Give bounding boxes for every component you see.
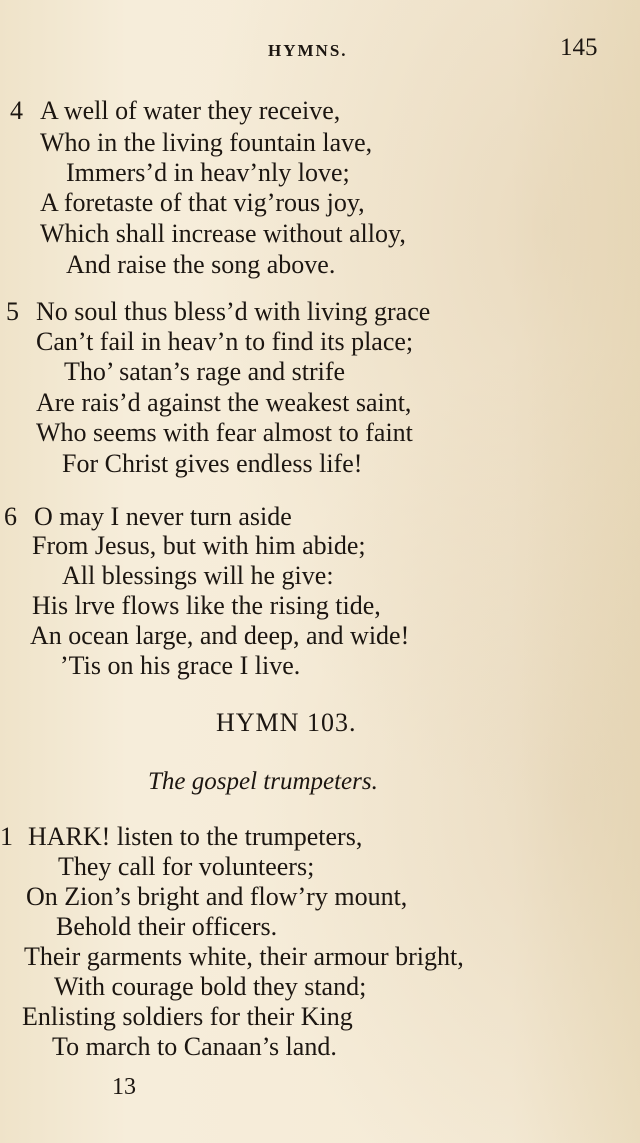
stanza-number: 5 — [6, 297, 19, 326]
verse-line: They call for volunteers; — [58, 852, 315, 881]
verse-line: For Christ gives endless life! — [62, 449, 363, 478]
stanza-number: 4 — [10, 96, 23, 125]
verse-line: ’Tis on his grace I live. — [60, 651, 301, 680]
verse-line: Which shall increase without alloy, — [40, 219, 406, 248]
verse-line: On Zion’s bright and flow’ry mount, — [26, 882, 408, 911]
verse-line: A foretaste of that vig’rous joy, — [40, 188, 365, 217]
verse-line: A well of water they receive, — [40, 96, 341, 125]
verse-line: An ocean large, and deep, and wide! — [30, 621, 410, 650]
signature-mark: 13 — [112, 1074, 136, 1100]
verse-line: Their garments white, their armour bright, — [24, 942, 464, 971]
verse-line: Can’t fail in heav’n to find its place; — [36, 327, 414, 356]
verse-line: His lrve flows like the rising tide, — [32, 591, 381, 620]
verse-line: Immers’d in heav’nly love; — [66, 158, 350, 187]
verse-line: And raise the song above. — [66, 250, 336, 279]
verse-line: No soul thus bless’d with living grace — [36, 297, 431, 326]
verse-line: O may I never turn aside — [34, 502, 292, 531]
page-number: 145 — [560, 34, 598, 61]
hymn-subtitle: The gospel trumpeters. — [148, 768, 378, 795]
verse-line: Behold their officers. — [56, 912, 278, 941]
verse-line: Who seems with fear almost to faint — [36, 418, 413, 447]
verse-line: To march to Canaan’s land. — [52, 1032, 337, 1061]
verse-line: All blessings will he give: — [62, 561, 334, 590]
verse-line: Who in the living fountain lave, — [40, 128, 373, 157]
verse-line: With courage bold they stand; — [54, 972, 367, 1001]
running-head: HYMNS. — [268, 41, 348, 60]
stanza-number: 1 — [0, 822, 13, 851]
verse-line: Are rais’d against the weakest saint, — [36, 388, 412, 417]
verse-line: Enlisting soldiers for their King — [22, 1002, 353, 1031]
hymn-title: HYMN 103. — [216, 708, 357, 737]
stanza-number: 6 — [4, 502, 17, 531]
verse-line: From Jesus, but with him abide; — [32, 531, 366, 560]
verse-line: Tho’ satan’s rage and strife — [64, 357, 346, 386]
verse-line: HARK! listen to the trumpeters, — [28, 822, 363, 851]
